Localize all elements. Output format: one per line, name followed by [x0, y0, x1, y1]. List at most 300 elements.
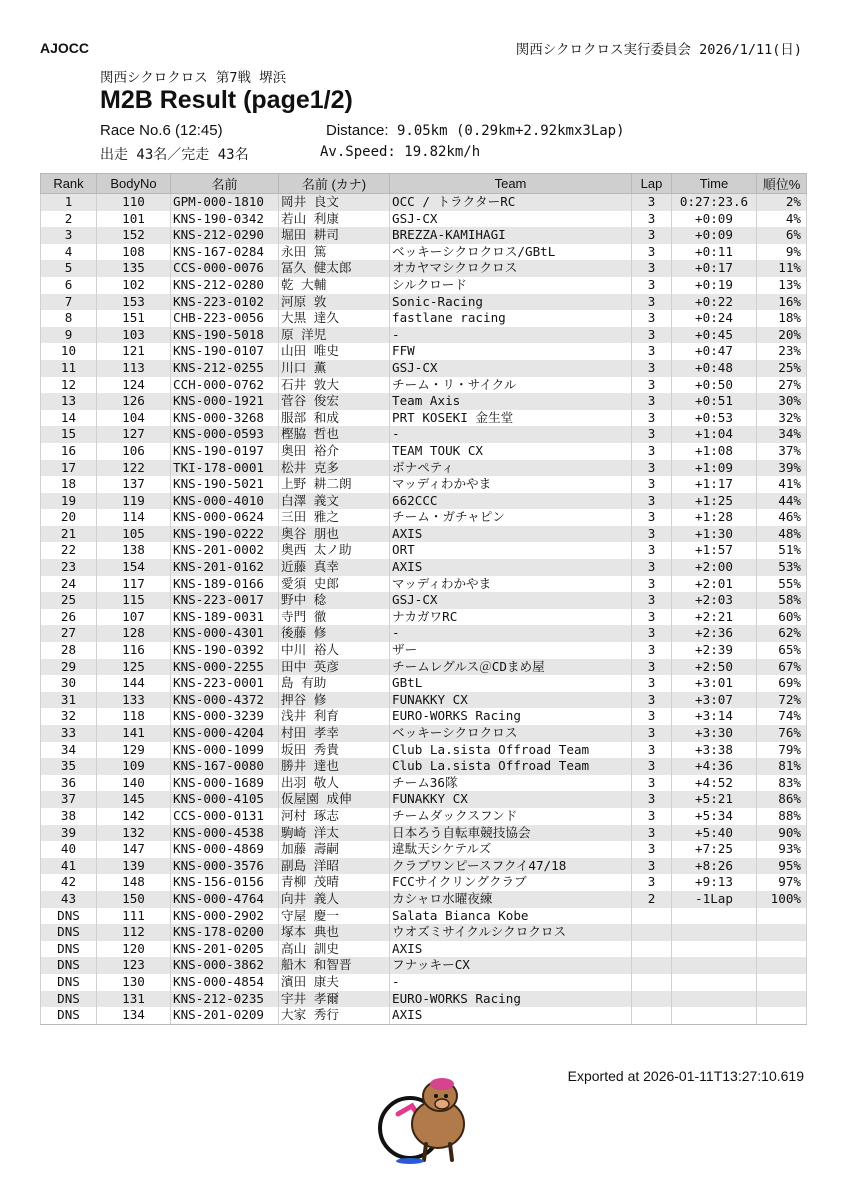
cell-time: +7:25 [672, 841, 757, 858]
cell-team: チーム・リ・サイクル [390, 377, 632, 394]
cell-rank: DNS [41, 974, 97, 991]
cell-team: - [390, 426, 632, 443]
cell-bodyno: 102 [97, 277, 171, 294]
cell-percent: 34% [757, 426, 807, 443]
cell-lap: 3 [632, 526, 672, 543]
cell-lap: 3 [632, 476, 672, 493]
cell-time: +9:13 [672, 874, 757, 891]
cell-rank: 34 [41, 742, 97, 759]
cell-time: -1Lap [672, 891, 757, 908]
cell-rank: 43 [41, 891, 97, 908]
cell-lap: 3 [632, 227, 672, 244]
cell-team: カシャロ水曜夜練 [390, 891, 632, 908]
table-row [41, 294, 807, 311]
race-number [100, 122, 223, 139]
cell-license: CHB-223-0056 [171, 310, 279, 327]
cell-lap: 3 [632, 725, 672, 742]
cell-license: KNS-190-0197 [171, 443, 279, 460]
cell-name: 高山 訓史 [279, 941, 390, 958]
cell-name: 上野 耕二朗 [279, 476, 390, 493]
cell-team: GSJ-CX [390, 211, 632, 228]
cell-percent: 53% [757, 559, 807, 576]
cell-percent: 86% [757, 791, 807, 808]
table-row [41, 460, 807, 477]
table-row [41, 808, 807, 825]
cell-name: 冨久 健太郎 [279, 260, 390, 277]
col-header-lap: Lap [632, 174, 672, 194]
cell-rank: DNS [41, 1007, 97, 1024]
col-header-bodyno: BodyNo [97, 174, 171, 194]
cell-lap: 3 [632, 609, 672, 626]
cell-time: +1:17 [672, 476, 757, 493]
cell-percent: 67% [757, 659, 807, 676]
cell-time: +2:03 [672, 592, 757, 609]
cell-license: KNS-000-4010 [171, 493, 279, 510]
cell-name: 原 洋児 [279, 327, 390, 344]
cell-percent [757, 974, 807, 991]
cell-lap: 3 [632, 260, 672, 277]
cell-percent: 95% [757, 858, 807, 875]
cell-lap: 3 [632, 460, 672, 477]
cell-name: 野中 稔 [279, 592, 390, 609]
cell-name: 村田 孝幸 [279, 725, 390, 742]
cell-rank: 37 [41, 791, 97, 808]
cell-rank: 11 [41, 360, 97, 377]
cell-rank: 3 [41, 227, 97, 244]
table-row [41, 874, 807, 891]
cell-license: KNS-000-4372 [171, 692, 279, 709]
cell-license: CCH-000-0762 [171, 377, 279, 394]
cell-license: KNS-190-0342 [171, 211, 279, 228]
cell-name: 愛須 史郎 [279, 576, 390, 593]
cell-name: 若山 利康 [279, 211, 390, 228]
cell-time: +4:36 [672, 758, 757, 775]
table-row [41, 924, 807, 941]
cell-license: KNS-000-4301 [171, 625, 279, 642]
table-row [41, 941, 807, 958]
cell-time: 0:27:23.6 [672, 194, 757, 211]
cell-rank: 42 [41, 874, 97, 891]
table-row [41, 642, 807, 659]
cell-team: EURO-WORKS Racing [390, 991, 632, 1008]
cell-lap: 3 [632, 377, 672, 394]
cell-percent [757, 924, 807, 941]
cell-license: KNS-190-0107 [171, 343, 279, 360]
cell-name: 奥西 太ノ助 [279, 542, 390, 559]
cell-bodyno: 110 [97, 194, 171, 211]
cell-team: GSJ-CX [390, 592, 632, 609]
cell-team: FFW [390, 343, 632, 360]
cell-rank: 19 [41, 493, 97, 510]
table-row [41, 310, 807, 327]
cell-license: KNS-000-4105 [171, 791, 279, 808]
cell-percent: 93% [757, 841, 807, 858]
cell-license: KNS-000-4204 [171, 725, 279, 742]
cell-percent: 13% [757, 277, 807, 294]
cell-lap: 3 [632, 244, 672, 261]
cell-time [672, 908, 757, 925]
cell-name: 勝井 達也 [279, 758, 390, 775]
cell-bodyno: 123 [97, 957, 171, 974]
cell-name: 大黒 達久 [279, 310, 390, 327]
cell-rank: 2 [41, 211, 97, 228]
cell-time: +0:09 [672, 227, 757, 244]
cell-time: +2:01 [672, 576, 757, 593]
cell-name: 浅井 利育 [279, 708, 390, 725]
cell-license: KNS-167-0284 [171, 244, 279, 261]
cell-team: Club La.sista Offroad Team [390, 758, 632, 775]
cell-bodyno: 144 [97, 675, 171, 692]
cell-rank: 8 [41, 310, 97, 327]
cell-rank: 15 [41, 426, 97, 443]
table-row [41, 825, 807, 842]
cell-rank: 35 [41, 758, 97, 775]
table-row [41, 443, 807, 460]
table-row [41, 426, 807, 443]
cell-license: GPM-000-1810 [171, 194, 279, 211]
cell-license: KNS-212-0280 [171, 277, 279, 294]
cell-lap: 3 [632, 825, 672, 842]
cell-bodyno: 147 [97, 841, 171, 858]
cell-name: 出羽 敬人 [279, 775, 390, 792]
cell-bodyno: 124 [97, 377, 171, 394]
cell-bodyno: 105 [97, 526, 171, 543]
cell-name: 松井 克多 [279, 460, 390, 477]
cell-rank: 12 [41, 377, 97, 394]
cell-time: +5:34 [672, 808, 757, 825]
table-row [41, 991, 807, 1008]
cell-team: FCCサイクリングクラブ [390, 874, 632, 891]
cell-time: +3:01 [672, 675, 757, 692]
cell-name: 中川 裕人 [279, 642, 390, 659]
cell-time [672, 924, 757, 941]
cell-bodyno: 107 [97, 609, 171, 626]
cell-rank: 25 [41, 592, 97, 609]
cell-lap: 3 [632, 542, 672, 559]
cell-percent: 69% [757, 675, 807, 692]
cell-lap: 3 [632, 758, 672, 775]
cell-lap [632, 1007, 672, 1024]
entrant-count: 出走 43名／完走 43名 [100, 147, 249, 163]
cell-name: 塚本 典也 [279, 924, 390, 941]
cell-name: 河村 琢志 [279, 808, 390, 825]
cell-bodyno: 108 [97, 244, 171, 261]
cell-team: AXIS [390, 1007, 632, 1024]
table-row [41, 576, 807, 593]
cell-team: ザー [390, 642, 632, 659]
cell-bodyno: 104 [97, 410, 171, 427]
cell-bodyno: 145 [97, 791, 171, 808]
cell-lap: 3 [632, 642, 672, 659]
table-row [41, 509, 807, 526]
cell-bodyno: 137 [97, 476, 171, 493]
cell-time: +0:51 [672, 393, 757, 410]
cell-percent: 88% [757, 808, 807, 825]
cell-bodyno: 134 [97, 1007, 171, 1024]
cell-lap: 3 [632, 874, 672, 891]
cell-team: チームレグルス＠CDまめ屋 [390, 659, 632, 676]
cell-name: 堀田 耕司 [279, 227, 390, 244]
col-header-license: 名前 [171, 174, 279, 194]
cell-lap: 3 [632, 625, 672, 642]
cell-lap: 2 [632, 891, 672, 908]
cell-lap: 3 [632, 576, 672, 593]
cell-bodyno: 114 [97, 509, 171, 526]
cell-lap: 3 [632, 808, 672, 825]
cell-bodyno: 153 [97, 294, 171, 311]
col-header-percent: 順位% [757, 174, 807, 194]
cell-rank: 27 [41, 625, 97, 642]
cell-time: +2:39 [672, 642, 757, 659]
distance-value: 9.05km (0.29km+2.92kmx3Lap) [388, 123, 625, 139]
cell-percent: 6% [757, 227, 807, 244]
cell-bodyno: 118 [97, 708, 171, 725]
cell-team: ボナペティ [390, 460, 632, 477]
cell-rank: 7 [41, 294, 97, 311]
table-row [41, 1007, 807, 1024]
cell-lap: 3 [632, 343, 672, 360]
cell-time: +0:47 [672, 343, 757, 360]
cell-percent: 11% [757, 260, 807, 277]
cell-rank: 17 [41, 460, 97, 477]
table-row [41, 675, 807, 692]
table-row [41, 194, 807, 211]
cell-team: Team Axis [390, 393, 632, 410]
cell-name: 駒崎 洋太 [279, 825, 390, 842]
cell-rank: DNS [41, 941, 97, 958]
table-row [41, 742, 807, 759]
cell-percent [757, 991, 807, 1008]
col-header-time: Time [672, 174, 757, 194]
average-speed [320, 144, 480, 160]
cell-bodyno: 131 [97, 991, 171, 1008]
results-table [40, 173, 807, 1025]
cell-time: +0:53 [672, 410, 757, 427]
cell-rank: 1 [41, 194, 97, 211]
page-title: M2B Result (page1/2) [100, 86, 353, 114]
cell-name: 副島 洋昭 [279, 858, 390, 875]
cell-percent: 20% [757, 327, 807, 344]
cell-team: Club La.sista Offroad Team [390, 742, 632, 759]
cell-team: ベッキーシクロクロス/GBtL [390, 244, 632, 261]
col-header-rank: Rank [41, 174, 97, 194]
cell-time: +1:28 [672, 509, 757, 526]
cell-time: +0:17 [672, 260, 757, 277]
cell-rank: 23 [41, 559, 97, 576]
speed-value: 19.82km/h [395, 144, 481, 160]
cell-team: - [390, 625, 632, 642]
cell-rank: 28 [41, 642, 97, 659]
cell-license: KNS-212-0235 [171, 991, 279, 1008]
table-row [41, 277, 807, 294]
cell-name: 寺門 徹 [279, 609, 390, 626]
table-row [41, 393, 807, 410]
cell-lap: 3 [632, 509, 672, 526]
cell-time: +3:30 [672, 725, 757, 742]
cell-percent: 100% [757, 891, 807, 908]
cell-bodyno: 103 [97, 327, 171, 344]
cell-license: KNS-190-5021 [171, 476, 279, 493]
cell-bodyno: 154 [97, 559, 171, 576]
distance [326, 122, 625, 139]
cell-bodyno: 140 [97, 775, 171, 792]
cell-bodyno: 148 [97, 874, 171, 891]
table-row [41, 659, 807, 676]
cell-time: +1:57 [672, 542, 757, 559]
cell-name: 青柳 茂晴 [279, 874, 390, 891]
cell-name: 岡井 良文 [279, 194, 390, 211]
cell-lap: 3 [632, 294, 672, 311]
cell-percent: 37% [757, 443, 807, 460]
boar-cyclist-mascot-icon [370, 1066, 480, 1166]
cell-percent: 9% [757, 244, 807, 261]
cell-name: 白澤 義文 [279, 493, 390, 510]
cell-percent [757, 908, 807, 925]
cell-team: クラブワンピースフクイ47/18 [390, 858, 632, 875]
cell-percent: 55% [757, 576, 807, 593]
cell-name: 樫脇 哲也 [279, 426, 390, 443]
cell-team: ベッキーシクロクロス [390, 725, 632, 742]
cell-time: +4:52 [672, 775, 757, 792]
cell-team: マッディわかやま [390, 476, 632, 493]
cell-lap: 3 [632, 708, 672, 725]
cell-license: KNS-223-0001 [171, 675, 279, 692]
cell-team: EURO-WORKS Racing [390, 708, 632, 725]
cell-team: マッディわかやま [390, 576, 632, 593]
cell-name: 島 有助 [279, 675, 390, 692]
cell-bodyno: 115 [97, 592, 171, 609]
table-row [41, 542, 807, 559]
cell-percent: 16% [757, 294, 807, 311]
cell-license: KNS-000-4538 [171, 825, 279, 842]
cell-license: KNS-000-3576 [171, 858, 279, 875]
cell-time: +0:50 [672, 377, 757, 394]
cell-team: Salata Bianca Kobe [390, 908, 632, 925]
cell-lap: 3 [632, 426, 672, 443]
cell-license: KNS-178-0200 [171, 924, 279, 941]
cell-lap [632, 974, 672, 991]
cell-percent: 74% [757, 708, 807, 725]
cell-name: 仮屋園 成伸 [279, 791, 390, 808]
cell-team: OCC / トラクターRC [390, 194, 632, 211]
cell-license: KNS-190-0392 [171, 642, 279, 659]
cell-lap [632, 957, 672, 974]
cell-lap: 3 [632, 675, 672, 692]
cell-license: KNS-167-0080 [171, 758, 279, 775]
table-row [41, 244, 807, 261]
cell-lap [632, 908, 672, 925]
cell-team: チーム36隊 [390, 775, 632, 792]
cell-percent: 46% [757, 509, 807, 526]
cell-name: 奥谷 朋也 [279, 526, 390, 543]
cell-team: 662CCC [390, 493, 632, 510]
cell-bodyno: 101 [97, 211, 171, 228]
committee-date: 関西シクロクロス実行委員会 2026/1/11(日) [515, 42, 802, 58]
cell-bodyno: 150 [97, 891, 171, 908]
cell-lap: 3 [632, 393, 672, 410]
cell-team: AXIS [390, 526, 632, 543]
cell-percent: 51% [757, 542, 807, 559]
cell-team: チーム・ガチャピン [390, 509, 632, 526]
table-row [41, 841, 807, 858]
cell-license: KNS-000-3862 [171, 957, 279, 974]
cell-bodyno: 138 [97, 542, 171, 559]
cell-bodyno: 129 [97, 742, 171, 759]
cell-name: 後藤 修 [279, 625, 390, 642]
cell-time: +1:09 [672, 460, 757, 477]
cell-bodyno: 141 [97, 725, 171, 742]
table-row [41, 625, 807, 642]
cell-time: +5:40 [672, 825, 757, 842]
cell-team: オカヤマシクロクロス [390, 260, 632, 277]
event-subtitle: 関西シクロクロス 第7戦 堺浜 [100, 70, 287, 86]
cell-rank: 22 [41, 542, 97, 559]
cell-rank: 40 [41, 841, 97, 858]
cell-time: +1:08 [672, 443, 757, 460]
cell-time: +1:30 [672, 526, 757, 543]
cell-time: +8:26 [672, 858, 757, 875]
cell-bodyno: 151 [97, 310, 171, 327]
cell-name: 服部 和成 [279, 410, 390, 427]
table-header-row [41, 174, 807, 194]
cell-license: KNS-000-1689 [171, 775, 279, 792]
cell-bodyno: 142 [97, 808, 171, 825]
speed-label: Av.Speed: [320, 144, 396, 160]
cell-bodyno: 128 [97, 625, 171, 642]
cell-bodyno: 125 [97, 659, 171, 676]
cell-bodyno: 106 [97, 443, 171, 460]
cell-rank: 14 [41, 410, 97, 427]
cell-name: 永田 篤 [279, 244, 390, 261]
cell-percent: 90% [757, 825, 807, 842]
cell-time: +3:14 [672, 708, 757, 725]
cell-license: KNS-000-3268 [171, 410, 279, 427]
cell-name: 乾 大輔 [279, 277, 390, 294]
cell-team: TEAM TOUK CX [390, 443, 632, 460]
table-row [41, 775, 807, 792]
cell-license: KNS-189-0166 [171, 576, 279, 593]
table-row [41, 211, 807, 228]
cell-time: +5:21 [672, 791, 757, 808]
cell-lap: 3 [632, 659, 672, 676]
cell-rank: 30 [41, 675, 97, 692]
cell-lap: 3 [632, 858, 672, 875]
cell-time: +3:07 [672, 692, 757, 709]
cell-lap: 3 [632, 791, 672, 808]
table-row [41, 476, 807, 493]
cell-percent: 2% [757, 194, 807, 211]
race-label: Race No.6 (12:45) [100, 122, 223, 139]
cell-rank: 32 [41, 708, 97, 725]
cell-license: KNS-000-3239 [171, 708, 279, 725]
cell-rank: DNS [41, 908, 97, 925]
cell-name: 加藤 壽嗣 [279, 841, 390, 858]
table-row [41, 974, 807, 991]
table-row [41, 526, 807, 543]
table-row [41, 493, 807, 510]
org-label: AJOCC [40, 40, 90, 56]
cell-lap: 3 [632, 775, 672, 792]
table-row [41, 891, 807, 908]
cell-rank: 31 [41, 692, 97, 709]
cell-rank: DNS [41, 957, 97, 974]
cell-team: BREZZA-KAMIHAGI [390, 227, 632, 244]
cell-percent: 39% [757, 460, 807, 477]
cell-time: +0:48 [672, 360, 757, 377]
export-timestamp: Exported at 2026-01-11T13:27:10.619 [567, 1068, 804, 1084]
cell-rank: 4 [41, 244, 97, 261]
cell-percent: 44% [757, 493, 807, 510]
